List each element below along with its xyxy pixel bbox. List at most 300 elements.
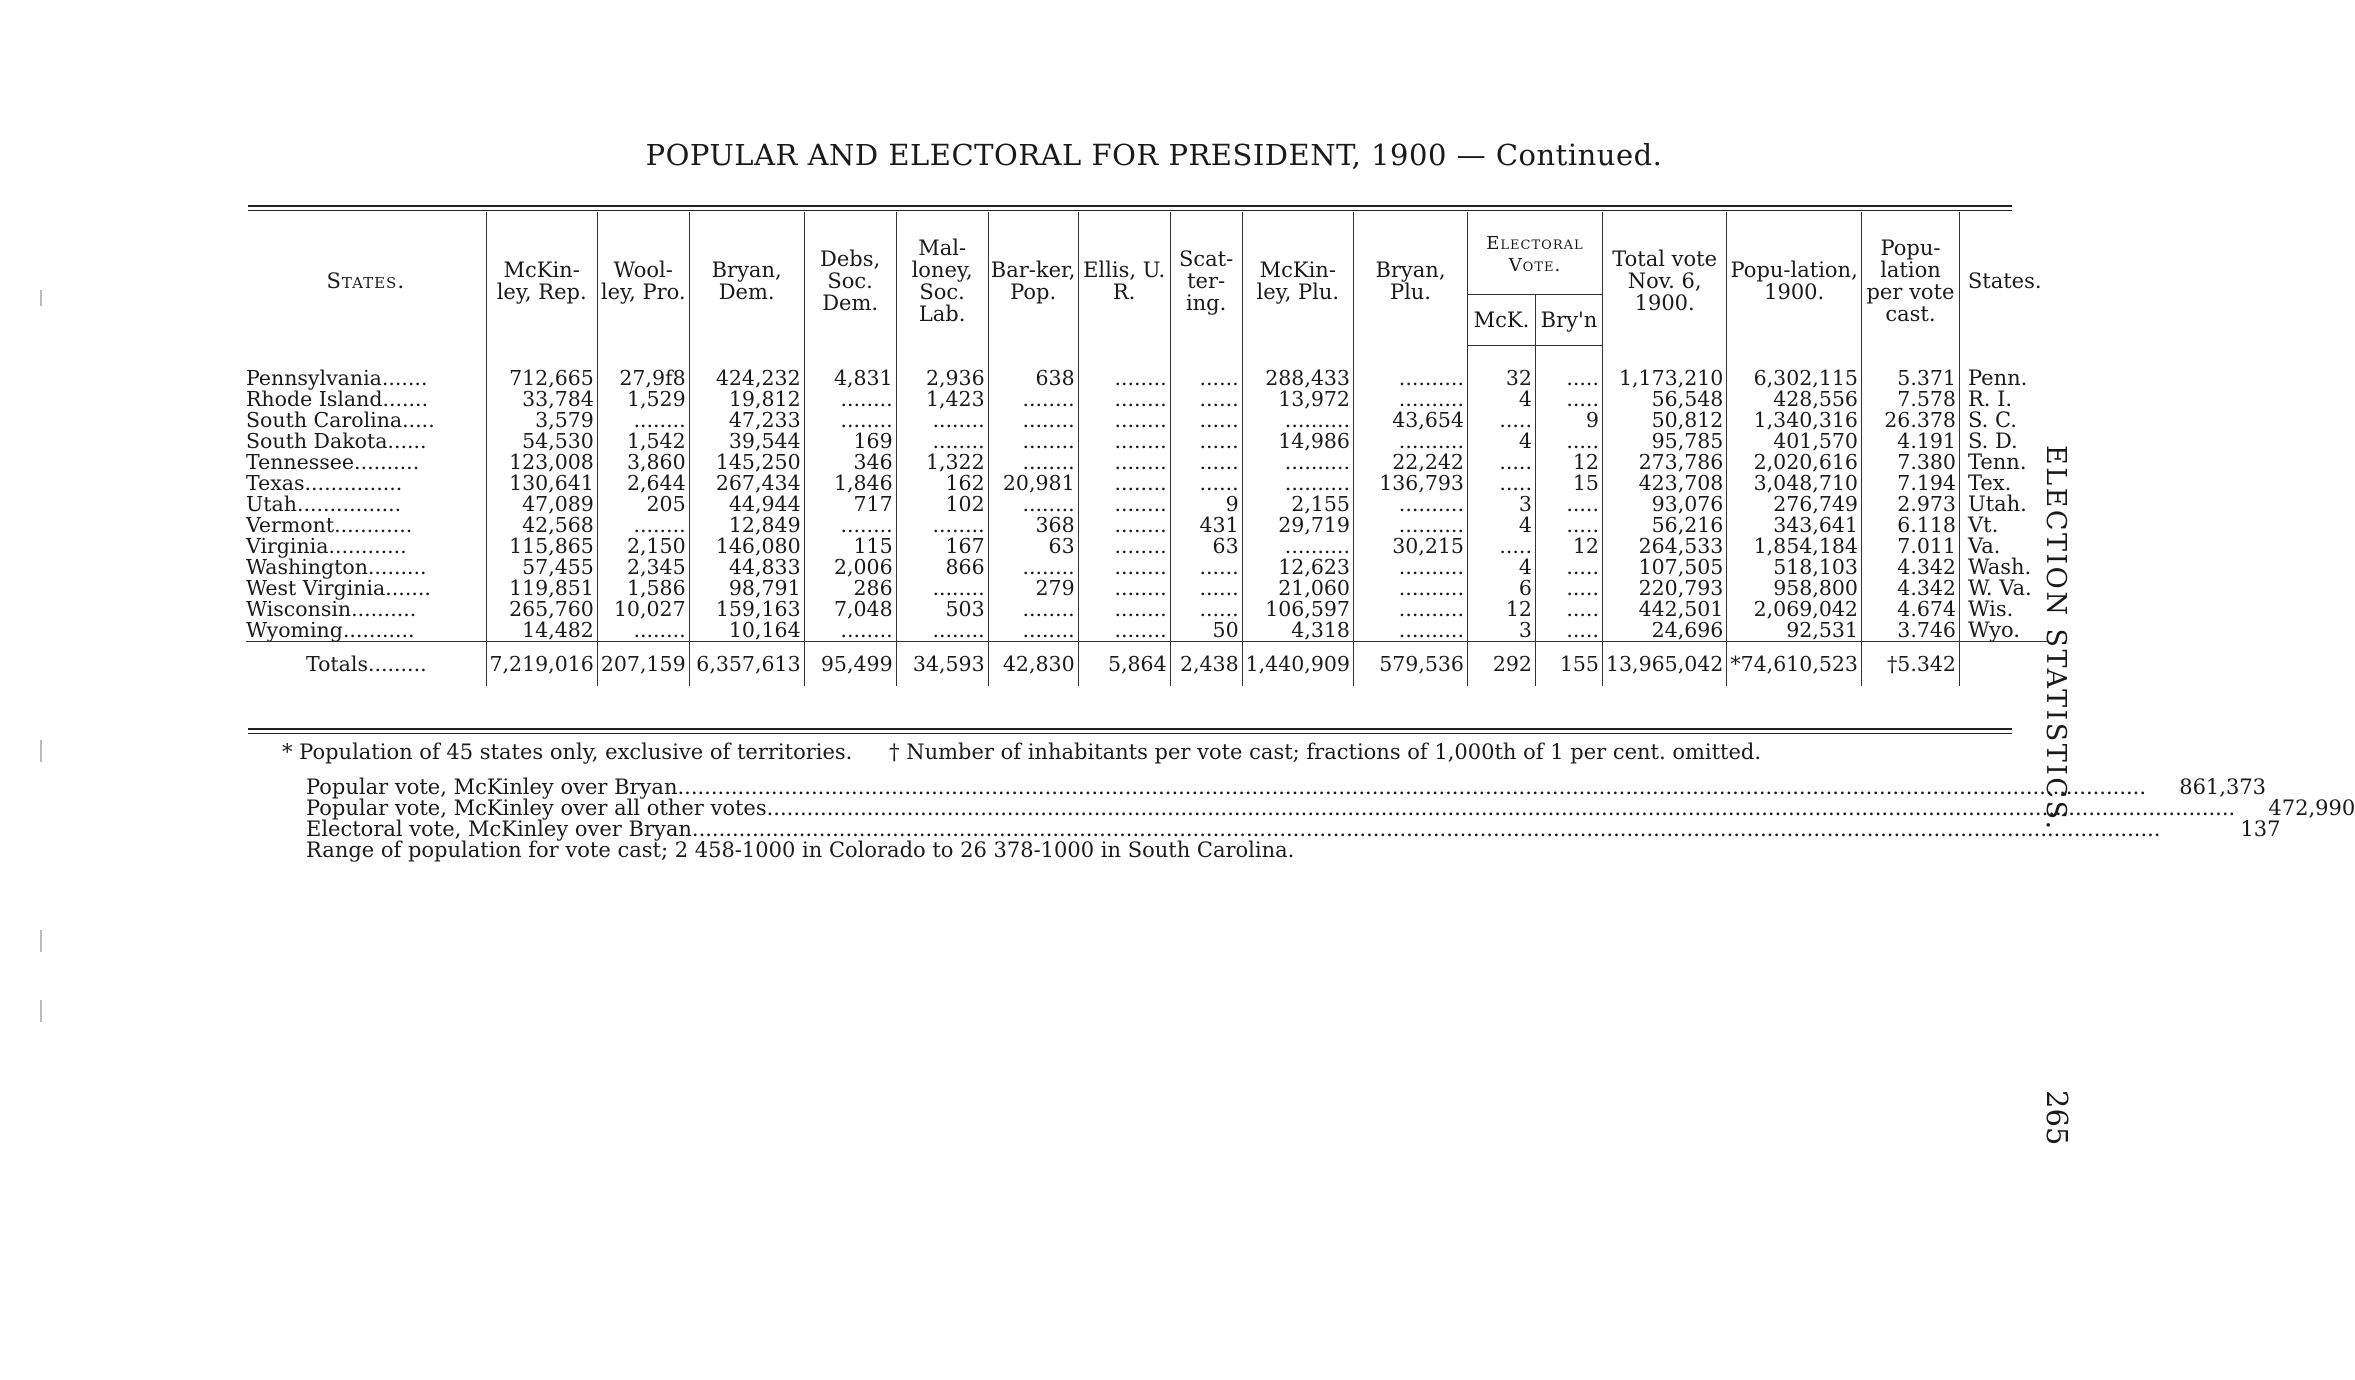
cell-bryan-dem: 159,163 [689, 599, 804, 620]
election-table [246, 212, 2049, 686]
cell-bryan-dem: 267,434 [689, 473, 804, 494]
top-rule [248, 205, 2012, 207]
totals-ellis: 5,864 [1078, 642, 1170, 687]
cell-malloney: 1,423 [896, 389, 988, 410]
state-abbr: S. D. [1959, 431, 2049, 452]
cell-ellis: ........ [1078, 368, 1170, 389]
cell-ev-bry: 12 [1535, 536, 1602, 557]
totals-debs: 95,499 [804, 642, 896, 687]
summary-list [282, 775, 2355, 841]
cell-total: 273,786 [1602, 452, 1726, 473]
page-number: 265 [2040, 1090, 2074, 1146]
header-mckinley-rep: McKin-ley, Rep. [486, 212, 597, 346]
cell-total: 93,076 [1602, 494, 1726, 515]
cell-woolley: 27,9f8 [597, 368, 689, 389]
cell-woolley: 205 [597, 494, 689, 515]
cell-mck-rep: 3,579 [486, 410, 597, 431]
cell-malloney: 2,936 [896, 368, 988, 389]
cell-total: 264,533 [1602, 536, 1726, 557]
totals-bryan-dem: 6,357,613 [689, 642, 804, 687]
cell-ppv: 6.118 [1861, 515, 1959, 536]
header-total-vote: Total vote Nov. 6, 1900. [1602, 212, 1726, 346]
cell-ev-mck: ..... [1467, 536, 1535, 557]
cell-woolley: 2,644 [597, 473, 689, 494]
cell-debs: ........ [804, 620, 896, 642]
cell-total: 442,501 [1602, 599, 1726, 620]
cell-barker: 279 [988, 578, 1078, 599]
cell-scat: ...... [1170, 410, 1242, 431]
footnote-dagger: † Number of inhabitants per vote cast; fractions of 1,000th of 1 per cent. omitted. [889, 740, 1762, 764]
table-row [246, 557, 2049, 578]
cell-ppv: 2.973 [1861, 494, 1959, 515]
totals-ev-bry: 155 [1535, 642, 1602, 687]
summary-value: 861,373 [2179, 775, 2267, 799]
cell-mck-rep: 33,784 [486, 389, 597, 410]
cell-barker: ........ [988, 431, 1078, 452]
cell-ev-mck: 3 [1467, 494, 1535, 515]
state-abbr: Penn. [1959, 368, 2049, 389]
totals-pop: *74,610,523 [1727, 642, 1862, 687]
summary-label: Electoral vote, McKinley over Bryan [306, 817, 692, 841]
cell-malloney: ........ [896, 620, 988, 642]
cell-debs: 4,831 [804, 368, 896, 389]
cell-mck-plu: .......... [1242, 452, 1353, 473]
cell-scat: 9 [1170, 494, 1242, 515]
cell-ev-mck: 4 [1467, 515, 1535, 536]
cell-scat: ...... [1170, 452, 1242, 473]
header-mckinley-plu: McKin-ley, Plu. [1242, 212, 1353, 346]
cell-mck-rep: 47,089 [486, 494, 597, 515]
header-population: Popu-lation, 1900. [1727, 212, 1862, 346]
state-abbr: Tex. [1959, 473, 2049, 494]
table-row [246, 515, 2049, 536]
state-name: South Dakota...... [246, 429, 427, 453]
table-row [246, 494, 2049, 515]
cell-ppv: 3.746 [1861, 620, 1959, 642]
cell-ellis: ........ [1078, 389, 1170, 410]
cell-ellis: ........ [1078, 431, 1170, 452]
totals-ev-mck: 292 [1467, 642, 1535, 687]
cell-ellis: ........ [1078, 620, 1170, 642]
cell-malloney: 167 [896, 536, 988, 557]
state-name: West Virginia....... [246, 576, 431, 600]
table-row [246, 620, 2049, 642]
cell-bryan-dem: 10,164 [689, 620, 804, 642]
cell-pop: 6,302,115 [1727, 368, 1862, 389]
cell-mck-plu: 14,986 [1242, 431, 1353, 452]
cell-mck-rep: 54,530 [486, 431, 597, 452]
cell-malloney: ........ [896, 515, 988, 536]
cell-ppv: 7.578 [1861, 389, 1959, 410]
page-title: POPULAR AND ELECTORAL FOR PRESIDENT, 1900 — Continued. [645, 138, 1663, 172]
header-barker: Bar-ker, Pop. [988, 212, 1078, 346]
cell-total: 56,216 [1602, 515, 1726, 536]
state-name: Pennsylvania....... [246, 366, 428, 390]
state-name: Vermont............ [246, 513, 413, 537]
cell-ev-bry: ..... [1535, 431, 1602, 452]
table-row [246, 536, 2049, 557]
cell-barker: ........ [988, 389, 1078, 410]
totals-total: 13,965,042 [1602, 642, 1726, 687]
cell-ppv: 7.011 [1861, 536, 1959, 557]
cell-pop: 518,103 [1727, 557, 1862, 578]
state-abbr: S. C. [1959, 410, 2049, 431]
cell-total: 107,505 [1602, 557, 1726, 578]
state-abbr: Wis. [1959, 599, 2049, 620]
cell-mck-rep: 119,851 [486, 578, 597, 599]
margin-mark [40, 930, 42, 952]
cell-barker: ........ [988, 599, 1078, 620]
cell-bryan-dem: 145,250 [689, 452, 804, 473]
margin-mark [40, 290, 42, 306]
cell-malloney: 162 [896, 473, 988, 494]
cell-mck-rep: 42,568 [486, 515, 597, 536]
bottom-rule-double [248, 733, 2012, 734]
cell-mck-plu: 2,155 [1242, 494, 1353, 515]
state-abbr: Wash. [1959, 557, 2049, 578]
state-abbr: W. Va. [1959, 578, 2049, 599]
cell-ellis: ........ [1078, 452, 1170, 473]
cell-bryan-plu: 43,654 [1353, 410, 1467, 431]
state-name: Wyoming........... [246, 618, 415, 642]
state-abbr: Utah. [1959, 494, 2049, 515]
table-row [246, 473, 2049, 494]
cell-bryan-dem: 44,833 [689, 557, 804, 578]
cell-ellis: ........ [1078, 473, 1170, 494]
cell-woolley: 1,586 [597, 578, 689, 599]
footnotes [282, 742, 1962, 763]
cell-debs: 7,048 [804, 599, 896, 620]
header-debs: Debs, Soc. Dem. [804, 212, 896, 346]
totals-malloney: 34,593 [896, 642, 988, 687]
cell-scat: 50 [1170, 620, 1242, 642]
cell-mck-plu: .......... [1242, 410, 1353, 431]
cell-ellis: ........ [1078, 578, 1170, 599]
cell-bryan-plu: .......... [1353, 368, 1467, 389]
cell-bryan-plu: .......... [1353, 515, 1467, 536]
cell-mck-rep: 123,008 [486, 452, 597, 473]
cell-malloney: ........ [896, 431, 988, 452]
notes [282, 740, 2355, 862]
cell-ev-bry: ..... [1535, 389, 1602, 410]
cell-total: 56,548 [1602, 389, 1726, 410]
totals-mck-rep: 7,219,016 [486, 642, 597, 687]
cell-ev-mck: 6 [1467, 578, 1535, 599]
cell-pop: 1,340,316 [1727, 410, 1862, 431]
cell-barker: 638 [988, 368, 1078, 389]
state-abbr: Vt. [1959, 515, 2049, 536]
cell-debs: 717 [804, 494, 896, 515]
cell-debs: 169 [804, 431, 896, 452]
cell-mck-plu: .......... [1242, 473, 1353, 494]
cell-mck-rep: 115,865 [486, 536, 597, 557]
cell-ppv: 4.342 [1861, 578, 1959, 599]
state-name: Virginia............ [246, 534, 407, 558]
cell-scat: ...... [1170, 389, 1242, 410]
cell-ev-mck: 3 [1467, 620, 1535, 642]
cell-ppv: 7.380 [1861, 452, 1959, 473]
cell-mck-plu: 13,972 [1242, 389, 1353, 410]
cell-bryan-plu: .......... [1353, 494, 1467, 515]
cell-ev-bry: ..... [1535, 599, 1602, 620]
cell-ellis: ........ [1078, 515, 1170, 536]
table-row [246, 431, 2049, 452]
header-states: States. [326, 268, 405, 293]
table-row [246, 599, 2049, 620]
cell-ev-bry: ..... [1535, 620, 1602, 642]
cell-scat: ...... [1170, 578, 1242, 599]
cell-scat: ...... [1170, 599, 1242, 620]
cell-pop: 2,069,042 [1727, 599, 1862, 620]
table-row [246, 452, 2049, 473]
cell-mck-rep: 14,482 [486, 620, 597, 642]
cell-total: 24,696 [1602, 620, 1726, 642]
cell-barker: ........ [988, 494, 1078, 515]
cell-ppv: 7.194 [1861, 473, 1959, 494]
state-abbr: R. I. [1959, 389, 2049, 410]
cell-bryan-dem: 98,791 [689, 578, 804, 599]
margin-mark [40, 740, 42, 762]
cell-woolley: 10,027 [597, 599, 689, 620]
cell-pop: 276,749 [1727, 494, 1862, 515]
cell-ppv: 4.674 [1861, 599, 1959, 620]
leader-dots: ............................................................................................................................................................................................................................ [766, 796, 2236, 820]
cell-barker: 20,981 [988, 473, 1078, 494]
cell-mck-plu: 21,060 [1242, 578, 1353, 599]
header-scattering: Scat-ter-ing. [1170, 212, 1242, 346]
cell-debs: 346 [804, 452, 896, 473]
cell-ppv: 5.371 [1861, 368, 1959, 389]
cell-pop: 1,854,184 [1727, 536, 1862, 557]
header-woolley-pro: Wool-ley, Pro. [597, 212, 689, 346]
cell-bryan-plu: 30,215 [1353, 536, 1467, 557]
cell-scat: 63 [1170, 536, 1242, 557]
cell-total: 1,173,210 [1602, 368, 1726, 389]
totals-row [246, 642, 2049, 687]
cell-ev-mck: ..... [1467, 473, 1535, 494]
cell-ellis: ........ [1078, 410, 1170, 431]
cell-bryan-dem: 47,233 [689, 410, 804, 431]
summary-line [282, 796, 2355, 820]
cell-ev-bry: 12 [1535, 452, 1602, 473]
cell-woolley: 3,860 [597, 452, 689, 473]
cell-ev-mck: ..... [1467, 410, 1535, 431]
cell-scat: ...... [1170, 473, 1242, 494]
top-rule-double [248, 210, 2012, 211]
state-name: Tennessee.......... [246, 450, 420, 474]
header-bryan-dem: Bryan, Dem. [689, 212, 804, 346]
cell-malloney: ........ [896, 410, 988, 431]
cell-total: 95,785 [1602, 431, 1726, 452]
cell-mck-rep: 57,455 [486, 557, 597, 578]
state-name: Rhode Island....... [246, 387, 429, 411]
cell-total: 50,812 [1602, 410, 1726, 431]
state-name: South Carolina..... [246, 408, 435, 432]
cell-scat: 431 [1170, 515, 1242, 536]
cell-woolley: ........ [597, 515, 689, 536]
cell-debs: 1,846 [804, 473, 896, 494]
header-ellis: Ellis, U. R. [1078, 212, 1170, 346]
summary-label: Popular vote, McKinley over all other votes [306, 796, 767, 820]
totals-barker: 42,830 [988, 642, 1078, 687]
cell-ppv: 4.342 [1861, 557, 1959, 578]
cell-bryan-plu: .......... [1353, 578, 1467, 599]
state-abbr: Va. [1959, 536, 2049, 557]
state-name: Wisconsin.......... [246, 597, 417, 621]
cell-debs: 115 [804, 536, 896, 557]
cell-mck-rep: 712,665 [486, 368, 597, 389]
cell-barker: 368 [988, 515, 1078, 536]
leader-dots: ............................................................................................................................................................................................................................ [677, 775, 2147, 799]
summary-value: 137 [2240, 817, 2281, 841]
cell-malloney: 102 [896, 494, 988, 515]
cell-mck-plu: .......... [1242, 536, 1353, 557]
table-row [246, 410, 2049, 431]
table-row [246, 578, 2049, 599]
header-bryan-plu: Bryan, Plu. [1353, 212, 1467, 346]
cell-ppv: 4.191 [1861, 431, 1959, 452]
cell-ev-bry: ..... [1535, 515, 1602, 536]
cell-ev-mck: 4 [1467, 557, 1535, 578]
summary-label: Popular vote, McKinley over Bryan [306, 775, 678, 799]
state-abbr: Tenn. [1959, 452, 2049, 473]
cell-malloney: ........ [896, 578, 988, 599]
bottom-rule [248, 728, 2012, 730]
totals-label: Totals......... [246, 642, 486, 687]
totals-abbr [1959, 642, 2049, 687]
cell-mck-rep: 265,760 [486, 599, 597, 620]
cell-scat: ...... [1170, 557, 1242, 578]
cell-ev-bry: 15 [1535, 473, 1602, 494]
cell-bryan-dem: 12,849 [689, 515, 804, 536]
cell-pop: 343,641 [1727, 515, 1862, 536]
cell-barker: ........ [988, 557, 1078, 578]
side-title: ELECTION STATISTICS. [2040, 445, 2071, 832]
cell-pop: 958,800 [1727, 578, 1862, 599]
cell-bryan-dem: 44,944 [689, 494, 804, 515]
table-row [246, 368, 2049, 389]
cell-malloney: 503 [896, 599, 988, 620]
cell-debs: ........ [804, 515, 896, 536]
cell-ellis: ........ [1078, 557, 1170, 578]
cell-bryan-dem: 19,812 [689, 389, 804, 410]
cell-ev-mck: 4 [1467, 431, 1535, 452]
cell-ev-bry: ..... [1535, 557, 1602, 578]
cell-debs: 286 [804, 578, 896, 599]
state-abbr: Wyo. [1959, 620, 2049, 642]
cell-woolley: 1,529 [597, 389, 689, 410]
cell-bryan-plu: 136,793 [1353, 473, 1467, 494]
totals-bryan-plu: 579,536 [1353, 642, 1467, 687]
header-malloney: Mal-loney, Soc. Lab. [896, 212, 988, 346]
cell-ev-mck: 4 [1467, 389, 1535, 410]
cell-bryan-plu: .......... [1353, 389, 1467, 410]
cell-mck-plu: 4,318 [1242, 620, 1353, 642]
cell-debs: 2,006 [804, 557, 896, 578]
cell-woolley: 2,345 [597, 557, 689, 578]
totals-ppv: †5.342 [1861, 642, 1959, 687]
cell-woolley: ........ [597, 410, 689, 431]
cell-ev-mck: ..... [1467, 452, 1535, 473]
header-ev-mck: McK. [1467, 295, 1535, 346]
cell-bryan-plu: .......... [1353, 620, 1467, 642]
cell-pop: 92,531 [1727, 620, 1862, 642]
cell-malloney: 866 [896, 557, 988, 578]
header-electoral-vote: Electoral Vote. [1467, 212, 1602, 295]
cell-bryan-dem: 424,232 [689, 368, 804, 389]
totals-scat: 2,438 [1170, 642, 1242, 687]
cell-mck-plu: 106,597 [1242, 599, 1353, 620]
cell-barker: ........ [988, 452, 1078, 473]
cell-woolley: ........ [597, 620, 689, 642]
summary-line [282, 817, 2281, 841]
cell-pop: 428,556 [1727, 389, 1862, 410]
cell-mck-plu: 29,719 [1242, 515, 1353, 536]
cell-ellis: ........ [1078, 599, 1170, 620]
cell-ev-bry: ..... [1535, 578, 1602, 599]
range-note: Range of population for vote cast; 2 458-1000 in Colorado to 26 378-1000 in South Carolina. [306, 838, 1295, 862]
cell-bryan-dem: 39,544 [689, 431, 804, 452]
header-states-abbr: States. [1959, 212, 2049, 346]
cell-total: 220,793 [1602, 578, 1726, 599]
cell-bryan-plu: .......... [1353, 557, 1467, 578]
summary-line [282, 775, 2267, 799]
cell-ev-bry: 9 [1535, 410, 1602, 431]
cell-barker: ........ [988, 410, 1078, 431]
cell-debs: ........ [804, 389, 896, 410]
cell-bryan-plu: .......... [1353, 431, 1467, 452]
cell-bryan-plu: 22,242 [1353, 452, 1467, 473]
totals-mck-plu: 1,440,909 [1242, 642, 1353, 687]
totals-woolley: 207,159 [597, 642, 689, 687]
cell-bryan-dem: 146,080 [689, 536, 804, 557]
cell-woolley: 2,150 [597, 536, 689, 557]
cell-ev-mck: 12 [1467, 599, 1535, 620]
cell-mck-plu: 12,623 [1242, 557, 1353, 578]
cell-woolley: 1,542 [597, 431, 689, 452]
cell-total: 423,708 [1602, 473, 1726, 494]
cell-bryan-plu: .......... [1353, 599, 1467, 620]
table-body [246, 346, 2049, 687]
cell-ev-bry: ..... [1535, 368, 1602, 389]
cell-malloney: 1,322 [896, 452, 988, 473]
cell-ev-mck: 32 [1467, 368, 1535, 389]
header-ev-bryn: Bry'n [1535, 295, 1602, 346]
cell-mck-plu: 288,433 [1242, 368, 1353, 389]
cell-mck-rep: 130,641 [486, 473, 597, 494]
cell-scat: ...... [1170, 431, 1242, 452]
cell-ppv: 26.378 [1861, 410, 1959, 431]
table-row [246, 389, 2049, 410]
cell-ev-bry: ..... [1535, 494, 1602, 515]
state-name: Utah................ [246, 492, 402, 516]
cell-pop: 401,570 [1727, 431, 1862, 452]
cell-pop: 3,048,710 [1727, 473, 1862, 494]
cell-pop: 2,020,616 [1727, 452, 1862, 473]
leader-dots: ............................................................................................................................................................................................................................ [691, 817, 2161, 841]
summary-value: 472,990 [2268, 796, 2355, 820]
state-name: Texas............... [246, 471, 403, 495]
cell-scat: ...... [1170, 368, 1242, 389]
state-name: Washington......... [246, 555, 427, 579]
cell-ellis: ........ [1078, 494, 1170, 515]
cell-ellis: ........ [1078, 536, 1170, 557]
margin-mark [40, 1000, 42, 1022]
cell-barker: ........ [988, 620, 1078, 642]
cell-barker: 63 [988, 536, 1078, 557]
footnote-star: * Population of 45 states only, exclusive of territories. [282, 740, 853, 764]
header-pop-per-vote: Popu-lation per vote cast. [1861, 212, 1959, 346]
